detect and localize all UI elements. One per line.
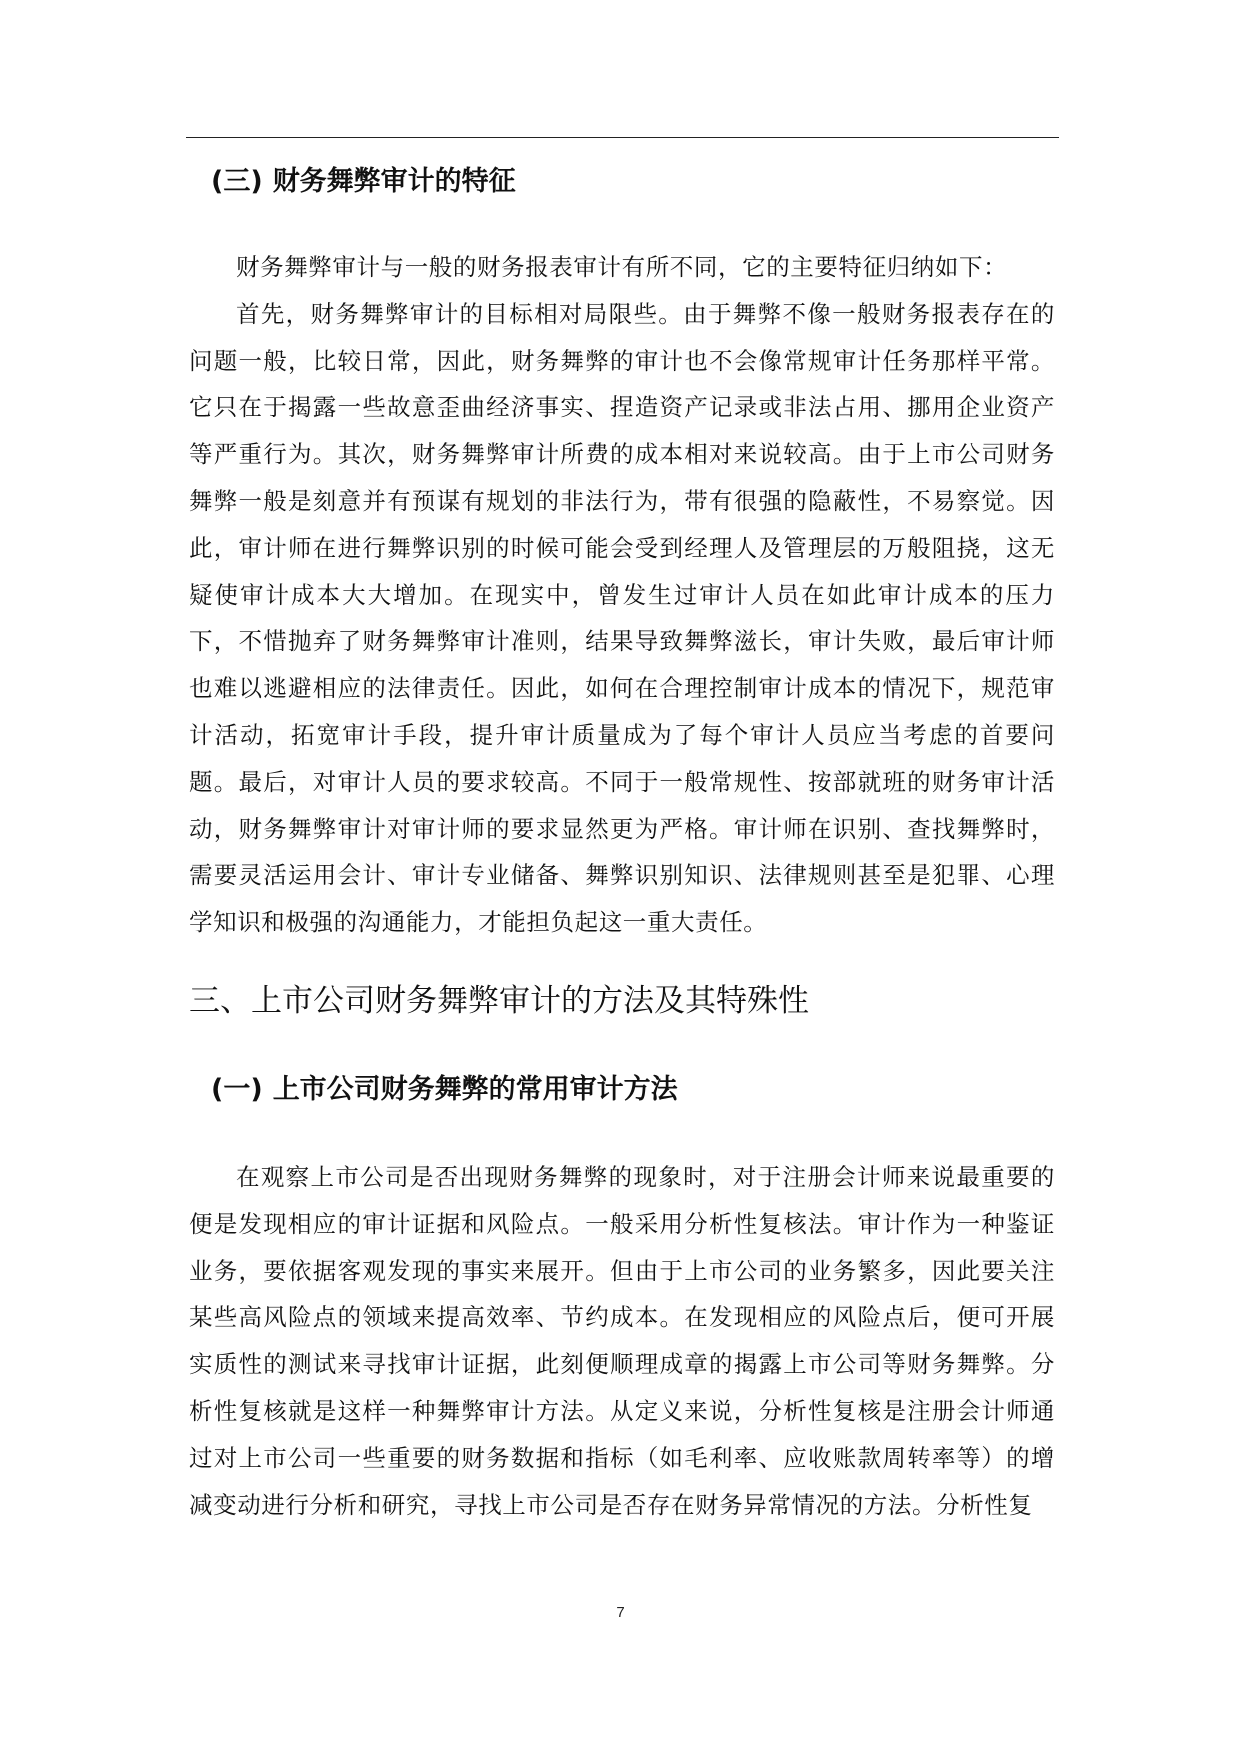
paragraph-features: 首先，财务舞弊审计的目标相对局限些。由于舞弊不像一般财务报表存在的问题一般，比较日常，因此，财务舞弊的审计也不会像常规审计任务那样平常。它只在于揭露一些故意歪曲经济事实、捏造资产记录或非法占用、挪用企业资产等严重行为。其次，财务舞弊审计所费的成本相对来说较高。由于上市公司财务舞弊一般是刻意并有预谋有规划的非法行为，带有很强的隐蔽性，不易察觉。因此，审计师在进行舞弊识别的时候可能会受到经理人及管理层的万般阻挠，这无疑使审计成本大大增加。在现实中，曾发生过审计人员在如此审计成本的压力下，不惜抛弃了财务舞弊审计准则，结果导致舞弊滋长，审计失败，最后审计师也难以逃避相应的法律责任。因此，如何在合理控制审计成本的情况下，规范审计活动，拓宽审计手段，提升审计质量成为了每个审计人员应当考虑的首要问题。最后，对审计人员的要求较高。不同于一般常规性、按部就班的财务审计活动，财务舞弊审计对审计师的要求显然更为严格。审计师在识别、查找舞弊时，需要灵活运用会计、审计专业储备、舞弊识别知识、法律规则甚至是犯罪、心理学知识和极强的沟通能力，才能担负起这一重大责任。 xyxy=(189,299,1055,937)
subsection-heading-features xyxy=(189,162,1055,202)
paragraph-intro: 财务舞弊审计与一般的财务报表审计有所不同，它的主要特征归纳如下： xyxy=(236,253,1008,281)
page-number: 7 xyxy=(616,1604,625,1621)
section-heading-methods: 三、上市公司财务舞弊审计的方法及其特殊性 xyxy=(189,982,809,1019)
subsection-number: (一) xyxy=(211,1073,263,1105)
subsection-title: 财务舞弊审计的特征 xyxy=(272,166,516,197)
subsection-number: (三) xyxy=(211,166,263,197)
paragraph-methods: 在观察上市公司是否出现财务舞弊的现象时，对于注册会计师来说最重要的便是发现相应的审计证据和风险点。一般采用分析性复核法。审计作为一种鉴证业务，要依据客观发现的事实来展开。但由于上市公司的业务繁多，因此要关注某些高风险点的领域来提高效率、节约成本。在发现相应的风险点后，便可开展实质性的测试来寻找审计证据，此刻便顺理成章的揭露上市公司等财务舞弊。分析性复核就是这样一种舞弊审计方法。从定义来说，分析性复核是注册会计师通过对上市公司一些重要的财务数据和指标（如毛利率、应收账款周转率等）的增减变动进行分析和研究，寻找上市公司是否存在财务异常情况的方法。分析性复 xyxy=(189,1162,1055,1519)
subsection-title: 上市公司财务舞弊的常用审计方法 xyxy=(272,1073,678,1105)
header-rule xyxy=(186,137,1059,138)
page-content xyxy=(189,150,1055,1528)
subsection-heading-methods xyxy=(189,1070,1055,1110)
